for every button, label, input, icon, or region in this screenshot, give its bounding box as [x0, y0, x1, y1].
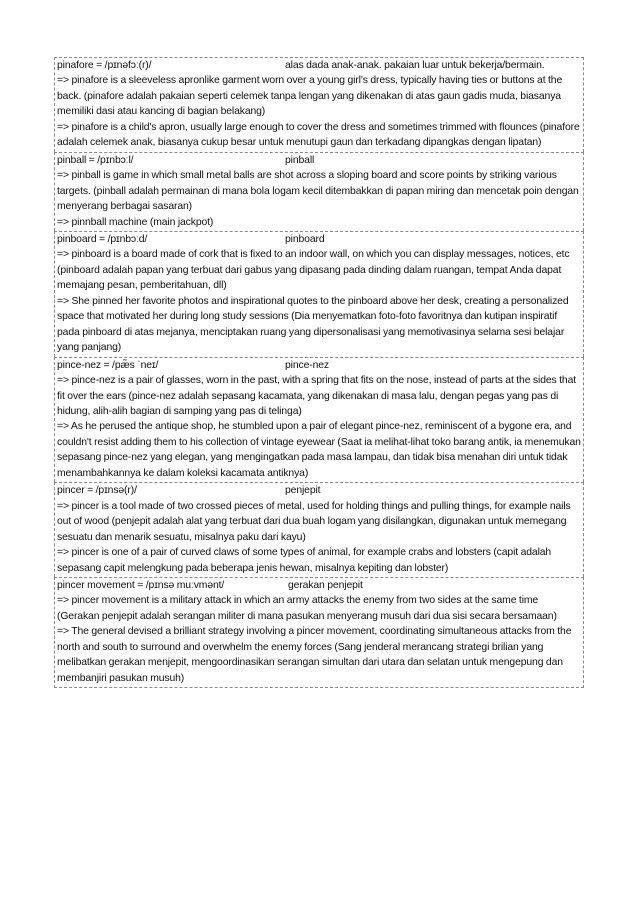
- entry-pinafore: [54, 57, 584, 152]
- entry-definition: => pinball is game in which small metal balls are shot across a sloping board and score points by striking various targets. (pinball adalah permainan di mana bola logam kecil ditembakkan di papan miring dan mencetak poin dengan menyerang berbagai sasaran): [57, 170, 579, 213]
- entry-term: pinafore = /pɪnəfɔː(r)/: [57, 60, 152, 71]
- glossary-table: [54, 57, 584, 688]
- entry-example: => pinnball machine (main jackpot): [57, 216, 214, 228]
- entry-term: pinboard = /pɪnbɔːd/: [57, 233, 148, 245]
- entry-gloss: gerakan penjepit: [288, 579, 363, 591]
- entry-example: => She pinned her favorite photos and inspirational quotes to the pinboard above her desk, creating a personalized space that motivated her during long study sessions (Dia menyematkan foto-foto favoritnya dan kutipan inspiratif pada pinboard di atas mejanya, menciptakan ruang yang dipersonalisasi yang memotivasinya selama sesi belajar yang panjang): [57, 295, 569, 354]
- entry-definition: => pinafore is a child's apron, usually large enough to cover the dress and sometimes trimmed with flounces (pinafore adalah celemek anak, biasanya cukup besar untuk menutupi gaun dan terkadang dipangkas dengan lipatan): [57, 121, 580, 149]
- entry-definition: => pincer movement is a military attack in which an army attacks the enemy from two sides at the same time (Gerakan penjepit adalah serangan militer di mana pasukan menyerang musuh dari dua sisi secara bersamaan): [57, 595, 557, 622]
- entry-definition: => pinafore is a sleeveless apronlike garment worn over a young girl's dress, typically having ties or buttons at the back. (pinafore adalah pakaian seperti celemek tanpa lengan yang dikenakan di atas gaun gadis muda, biasanya memiliki dasi atau kancing di bagian belakang): [57, 75, 563, 118]
- entry-pince-nez: [54, 357, 584, 483]
- entry-term: pince-nez = /pæ̃s ˈneɪ/: [57, 359, 159, 371]
- entry-gloss: penjepit: [285, 485, 321, 497]
- entry-pinboard: [54, 231, 584, 357]
- entry-definition: => pince-nez is a pair of glasses, worn in the past, with a spring that fits on the nose, instead of parts at the sides that fit over the ears (pince-nez adalah sepasang kacamata, yang dikenakan di masa lalu, dengan pegas yang pas di hidung, alih-alih bagian di samping yang pas di telinga): [57, 375, 577, 417]
- entry-gloss: pince-nez: [285, 359, 329, 371]
- entry-gloss: pinboard: [285, 233, 325, 245]
- entry-example: => As he perused the antique shop, he stumbled upon a pair of elegant pince-nez, reminiscent of a bygone era, and couldn't resist adding them to his collection of vintage eyewear (Saat ia melihat-lihat toko barang antik, ia menemukan sepasang pince-nez yang elegan, yang mengingatkan pada masa lampau, dan tidak bisa menahan diri untuk tidak menambahkannya ke dalam koleksi kacamata antiknya): [57, 421, 581, 479]
- entry-gloss: alas dada anak-anak. pakaian luar untuk bekerja/bermain.: [285, 60, 545, 71]
- entry-example: => The general devised a brilliant strategy involving a pincer movement, coordinating simultaneous attacks from the north and south to surround and overwhelm the enemy forces (Sang jenderal merancang strategi brilian yang melibatkan gerakan menjepit, mengoordinasikan serangan simultan dari utara dan selatan untuk mengepung dan membanjiri pasukan musuh): [57, 626, 572, 684]
- entry-definition: => pincer is one of a pair of curved claws of some types of animal, for example crabs and lobsters (capit adalah sepasang capit melengkung pada beberapa jenis hewan, misalnya kepiting dan lobster): [57, 547, 552, 574]
- entry-gloss: pinball: [285, 154, 315, 166]
- entry-term: pincer movement = /pɪnsə muːvmənt/: [57, 579, 225, 591]
- entry-definition: => pinboard is a board made of cork that is fixed to an indoor wall, on which you can display messages, notices, etc (pinboard adalah papan yang terbuat dari gabus yang dipasang pada dinding dalam ruangan, tempat Anda dapat memajang pesan, pemberitahuan, dll): [57, 249, 570, 292]
- entry-pincer: [54, 482, 584, 577]
- entry-definition: => pincer is a tool made of two crossed pieces of metal, used for holding things and pulling things, for example nails out of wood (penjepit adalah alat yang terbuat dari dua buah logam yang disilangkan, digunakan untuk memegang sesuatu dan menarik sesuatu, misalnya paku dari kayu): [57, 500, 571, 543]
- entry-pinball: [54, 152, 584, 231]
- entry-term: pinball = /pɪnbɔːl/: [57, 154, 134, 166]
- entry-term: pincer = /pɪnsə(r)/: [57, 485, 137, 497]
- entry-pincer-movement: [54, 577, 584, 688]
